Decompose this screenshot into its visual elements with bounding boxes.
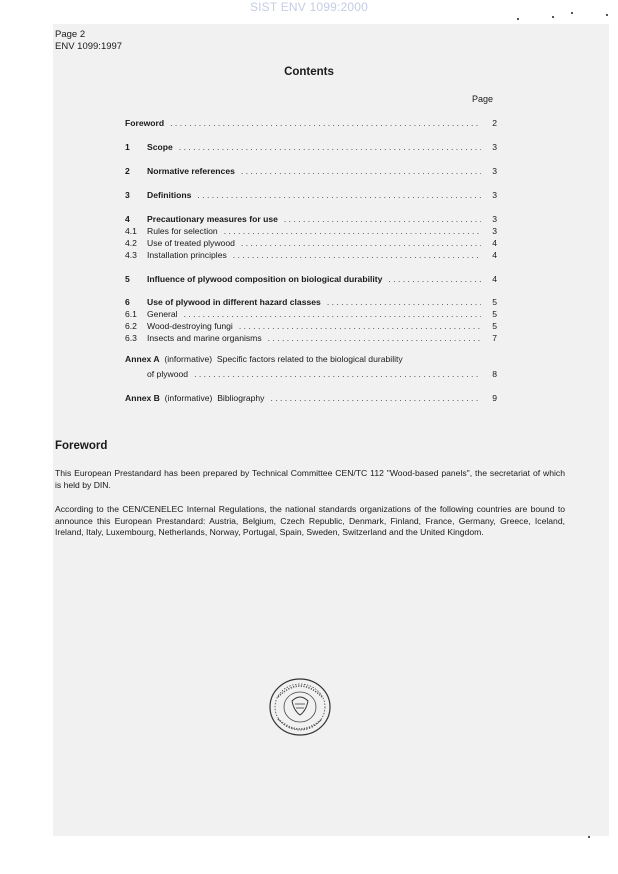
toc-title: Use of treated plywood: [147, 238, 235, 248]
scan-speck: [552, 16, 554, 18]
toc-leader: [179, 141, 481, 153]
toc-entry-wood-destroying-fungi[interactable]: [125, 320, 497, 332]
toc-leader: [233, 249, 481, 261]
toc-entry-insects-marine[interactable]: [125, 332, 497, 344]
official-seal-icon: [268, 677, 332, 737]
toc-title: Wood-destroying fungi: [147, 321, 233, 331]
foreword-paragraph-1: This European Prestandard has been prepared by Technical Committee CEN/TC 112 "Wood-based panels", the secretariat of which is held by DIN.: [55, 468, 565, 490]
toc-number: 3: [125, 190, 130, 200]
scan-speck: [588, 836, 590, 838]
toc-title: Insects and marine organisms: [147, 333, 262, 343]
toc-leader: [197, 189, 481, 201]
toc-page: 5: [492, 297, 497, 307]
toc-page: 2: [492, 118, 497, 128]
foreword-paragraph-2: According to the CEN/CENELEC Internal Regulations, the national standards organizations of the following countries are bound to announce this European Prestandard: Austria, Belgium, Czech Republic, Denmark, Finland, France, Germany, Greece, Iceland, Ireland, Italy, Luxembourg, Netherlands, Norway, Portugal, Spain, Sweden, Switzerland and the United Kingdom.: [55, 504, 565, 538]
toc-title: Foreword: [125, 118, 165, 128]
toc-page: 4: [492, 238, 497, 248]
watermark: SIST ENV 1099:2000: [249, 0, 369, 14]
toc-number: 5: [125, 274, 130, 284]
scan-speck: [517, 18, 519, 20]
toc-entry-annex-a[interactable]: [125, 354, 403, 364]
toc-page: 3: [492, 166, 497, 176]
toc-page: 3: [492, 214, 497, 224]
toc-title: Rules for selection: [147, 226, 218, 236]
toc-leader: [268, 332, 481, 344]
toc-number: 6: [125, 297, 130, 307]
toc-title: Definitions: [147, 190, 192, 200]
toc-title: General: [147, 309, 178, 319]
toc-number: 4.2: [125, 238, 137, 248]
toc-entry-rules-for-selection[interactable]: [125, 225, 497, 237]
annex-title: Bibliography: [217, 393, 265, 403]
annex-qualifier: (informative): [164, 393, 213, 403]
toc-title: Use of plywood in different hazard classes: [147, 297, 321, 307]
toc-number: 6.3: [125, 333, 137, 343]
toc-title: Precautionary measures for use: [147, 214, 278, 224]
toc-number: 4: [125, 214, 130, 224]
toc-entry-use-of-treated-plywood[interactable]: [125, 237, 497, 249]
toc-leader: [224, 225, 481, 237]
toc-leader: [241, 237, 481, 249]
annex-title: Specific factors related to the biological durability: [216, 354, 403, 364]
toc-leader: [239, 320, 481, 332]
toc-entry-normative-references[interactable]: [125, 165, 497, 177]
toc-page: 4: [492, 274, 497, 284]
foreword-heading: Foreword: [55, 440, 108, 452]
toc-entry-general[interactable]: [125, 308, 497, 320]
toc-number: 6.2: [125, 321, 137, 331]
annex-label: Annex A: [125, 354, 160, 364]
toc-leader: [327, 296, 481, 308]
toc-number: 4.1: [125, 226, 137, 236]
toc-leader: [270, 392, 481, 404]
annex-title-continued: of plywood: [147, 369, 189, 379]
toc-page: 5: [492, 321, 497, 331]
toc-number: 1: [125, 142, 130, 152]
toc-entry-hazard-classes[interactable]: [125, 296, 497, 308]
contents-title: Contents: [284, 66, 334, 78]
toc-entry-precautionary-measures[interactable]: [125, 213, 497, 225]
scan-speck: [606, 14, 608, 16]
page-column-label: Page: [472, 94, 494, 104]
scan-speck: [571, 12, 573, 14]
toc-entry-installation-principles[interactable]: [125, 249, 497, 261]
annex-b-heading: [125, 392, 264, 404]
toc-leader: [170, 117, 481, 129]
toc-title: Normative references: [147, 166, 235, 176]
page-number: Page 2: [55, 29, 86, 40]
toc-number: 6.1: [125, 309, 137, 319]
toc-leader: [284, 213, 481, 225]
toc-entry-plywood-composition[interactable]: [125, 273, 497, 285]
toc-leader: [194, 368, 481, 380]
toc-entry-definitions[interactable]: [125, 189, 497, 201]
toc-leader: [184, 308, 481, 320]
toc-page: 4: [492, 250, 497, 260]
toc-title: Installation principles: [147, 250, 227, 260]
toc-page: 5: [492, 309, 497, 319]
toc-title: Influence of plywood composition on biological durability: [147, 274, 383, 284]
toc-page: 3: [492, 142, 497, 152]
toc-entry-annex-a-continued[interactable]: [147, 368, 497, 380]
toc-page: 3: [492, 190, 497, 200]
document-id: ENV 1099:1997: [55, 41, 123, 52]
toc-page: 7: [492, 333, 497, 343]
toc-leader: [388, 273, 481, 285]
toc-page: 3: [492, 226, 497, 236]
toc-title: Scope: [147, 142, 173, 152]
annex-label: Annex B: [125, 393, 160, 403]
toc-page: 8: [492, 369, 497, 379]
toc-entry-foreword[interactable]: [125, 117, 497, 129]
toc-entry-annex-b[interactable]: [125, 392, 497, 404]
annex-qualifier: (informative): [164, 354, 213, 364]
toc-entry-scope[interactable]: [125, 141, 497, 153]
toc-number: 2: [125, 166, 130, 176]
toc-leader: [241, 165, 481, 177]
toc-page: 9: [492, 393, 497, 403]
toc-number: 4.3: [125, 250, 137, 260]
